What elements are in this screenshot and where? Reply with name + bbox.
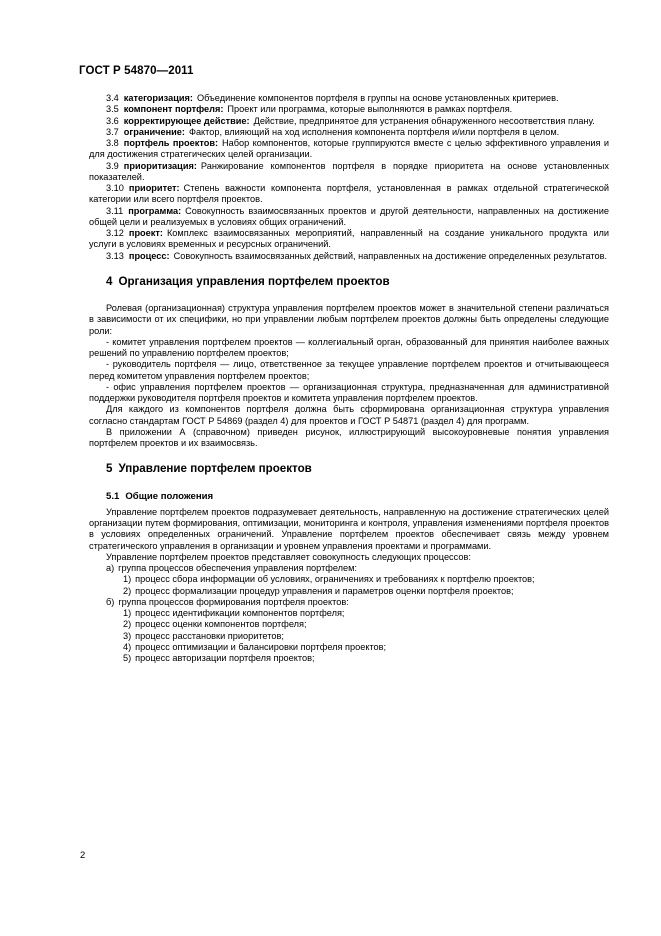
section-number: 5 bbox=[106, 462, 113, 476]
subsection-5-1-heading bbox=[106, 491, 609, 502]
process-item bbox=[89, 631, 609, 642]
standard-header: ГОСТ Р 54870—2011 bbox=[79, 65, 194, 77]
term-name: корректирующее действие: bbox=[123, 115, 250, 126]
process-item-text: процесс сбора информации об условиях, ограничениях и требованиях к портфелю проектов; bbox=[135, 574, 535, 585]
term-text: Ранжирование компонентов портфеля в порядке приоритета на основе установленных показателей. bbox=[89, 160, 609, 182]
list-marker: 1) bbox=[123, 608, 132, 618]
term-text: Объединение компонентов портфеля в группы на основе установленных критериев. bbox=[196, 93, 559, 103]
term-number: 3.8 bbox=[106, 138, 119, 148]
subsection-title: Общие положения bbox=[125, 490, 214, 502]
term-definition bbox=[89, 116, 609, 127]
term-name: программа: bbox=[128, 205, 182, 216]
term-text: Совокупность взаимосвязанных действий, направленных на достижение определенных результатов. bbox=[173, 250, 608, 261]
process-group bbox=[89, 563, 609, 574]
list-marker: 3) bbox=[123, 630, 132, 641]
term-number: 3.13 bbox=[106, 250, 124, 261]
term-name: процесс: bbox=[128, 250, 170, 261]
process-item-text: процесс оценки компонентов портфеля; bbox=[135, 619, 307, 630]
term-name: проект: bbox=[128, 228, 163, 238]
section-4-heading bbox=[106, 276, 609, 287]
role-item: - офис управления портфелем проектов — организационная структура, предназначенная для административной поддержки руководителя портфеля проектов и комитета управления портфелем проектов. bbox=[89, 381, 609, 403]
term-number: 3.11 bbox=[106, 205, 124, 216]
subsection-number: 5.1 bbox=[106, 490, 120, 502]
section-5-heading bbox=[106, 463, 609, 474]
terms-list bbox=[89, 93, 609, 262]
section-title: Управление портфелем проектов bbox=[118, 462, 312, 476]
section-5-paragraph: Управление портфелем проектов подразумевает деятельность, направленную на достижение стратегических целей организации путем формирования, оптимизации, мониторинга и контроля, управления изменениями портфеля проектов в условиях определенных ограничений. Управление портфелем проектов обеспечивает связь между уровнем стратегического управления в организации и уровнем управления проектами и программами. bbox=[89, 506, 609, 551]
process-item-text: процесс идентификации компонентов портфеля; bbox=[135, 608, 345, 618]
term-text: Степень важности компонента портфеля, установленная в рамках отдельной стратегической категории или всего портфеля проектов. bbox=[89, 183, 609, 205]
term-name: приоритет: bbox=[128, 183, 180, 193]
process-item bbox=[89, 574, 609, 585]
list-marker: 1) bbox=[123, 574, 132, 585]
term-name: приоритизация: bbox=[123, 160, 197, 171]
process-group-label: группа процессов формирования портфеля проектов: bbox=[118, 596, 349, 607]
term-definition bbox=[89, 228, 609, 251]
term-definition bbox=[89, 138, 609, 161]
term-definition bbox=[89, 206, 609, 229]
term-name: категоризация: bbox=[123, 93, 193, 103]
term-number: 3.12 bbox=[106, 228, 124, 238]
process-group bbox=[89, 597, 609, 608]
page-number: 2 bbox=[80, 850, 86, 861]
section-5-paragraph: Управление портфелем проектов представляет совокупность следующих процессов: bbox=[106, 551, 471, 562]
term-number: 3.7 bbox=[106, 126, 119, 137]
process-item bbox=[89, 586, 609, 597]
term-definition bbox=[89, 183, 609, 206]
term-definition bbox=[89, 161, 609, 184]
list-marker: 4) bbox=[123, 641, 132, 652]
list-marker: б) bbox=[106, 596, 115, 607]
term-number: 3.9 bbox=[106, 160, 119, 171]
term-number: 3.4 bbox=[106, 93, 119, 103]
process-item bbox=[89, 608, 609, 619]
term-text: Действие, предпринятое для устранения обнаруженного несоответствия плану. bbox=[253, 115, 595, 126]
term-name: портфель проектов: bbox=[123, 138, 219, 148]
process-groups-list bbox=[89, 563, 609, 664]
term-text: Набор компонентов, которые группируются вместе с целью эффективного управления и для достижения стратегических целей организации. bbox=[89, 138, 609, 160]
term-text: Комплекс взаимосвязанных мероприятий, направленный на создание уникального продукта или услуги в условиях временных и ресурсных ограничений. bbox=[89, 228, 609, 250]
term-text: Проект или программа, которые выполняются в рамках портфеля. bbox=[227, 104, 513, 115]
term-number: 3.5 bbox=[106, 104, 119, 115]
section-number: 4 bbox=[106, 274, 113, 288]
term-number: 3.6 bbox=[106, 115, 119, 126]
process-item-text: процесс авторизации портфеля проектов; bbox=[135, 653, 315, 663]
section-title: Организация управления портфелем проектов bbox=[118, 274, 390, 288]
process-item-text: процесс формализации процедур управления и параметров оценки портфеля проектов; bbox=[135, 585, 514, 596]
term-definition bbox=[89, 93, 609, 104]
process-group-label: группа процессов обеспечения управления портфелем: bbox=[118, 563, 357, 573]
process-item bbox=[89, 619, 609, 630]
list-marker: 2) bbox=[123, 585, 132, 596]
process-item-text: процесс оптимизации и балансировки портфеля проектов; bbox=[135, 641, 387, 652]
term-definition bbox=[89, 127, 609, 138]
role-item: - комитет управления портфелем проектов — коллегиальный орган, образованный для принятия наиболее важных решений по управлению портфелем проектов; bbox=[89, 336, 609, 358]
list-marker: 2) bbox=[123, 619, 132, 630]
term-definition bbox=[89, 104, 609, 115]
term-name: компонент портфеля: bbox=[123, 104, 224, 115]
term-text: Фактор, влияющий на ход исполнения компонента портфеля и/или портфеля в целом. bbox=[188, 126, 560, 137]
list-marker: а) bbox=[106, 563, 115, 573]
section-4-paragraph: Для каждого из компонентов портфеля должна быть сформирована организационная структура управления согласно стандартам ГОСТ Р 54869 (раздел 4) для проектов и ГОСТ Р 54871 (раздел 4) для программ. bbox=[89, 404, 609, 426]
term-number: 3.10 bbox=[106, 183, 124, 193]
process-item bbox=[89, 642, 609, 653]
term-text: Совокупность взаимосвязанных проектов и другой деятельности, направленных на достижение общей цели и реализуемых в условиях общих ограничений. bbox=[89, 205, 609, 227]
section-4-intro: Ролевая (организационная) структура управления портфелем проектов может в значительной степени различаться в зависимости от их специфики, но при управлении любым портфелем проектов должны быть определены следующие роли: bbox=[89, 303, 609, 336]
term-name: ограничение: bbox=[123, 126, 185, 137]
term-definition bbox=[89, 251, 609, 262]
process-item-text: процесс расстановки приоритетов; bbox=[135, 630, 284, 641]
list-marker: 5) bbox=[123, 653, 132, 663]
section-4-paragraph: В приложении А (справочном) приведен рисунок, иллюстрирующий высокоуровневые понятия управления портфелем проектов и их взаимосвязь. bbox=[89, 426, 609, 448]
page-content bbox=[89, 93, 609, 664]
role-item: - руководитель портфеля — лицо, ответственное за текущее управление портфелем проектов и отчитывающееся перед комитетом управления портфелем проектов; bbox=[89, 359, 609, 381]
process-item bbox=[89, 653, 609, 664]
